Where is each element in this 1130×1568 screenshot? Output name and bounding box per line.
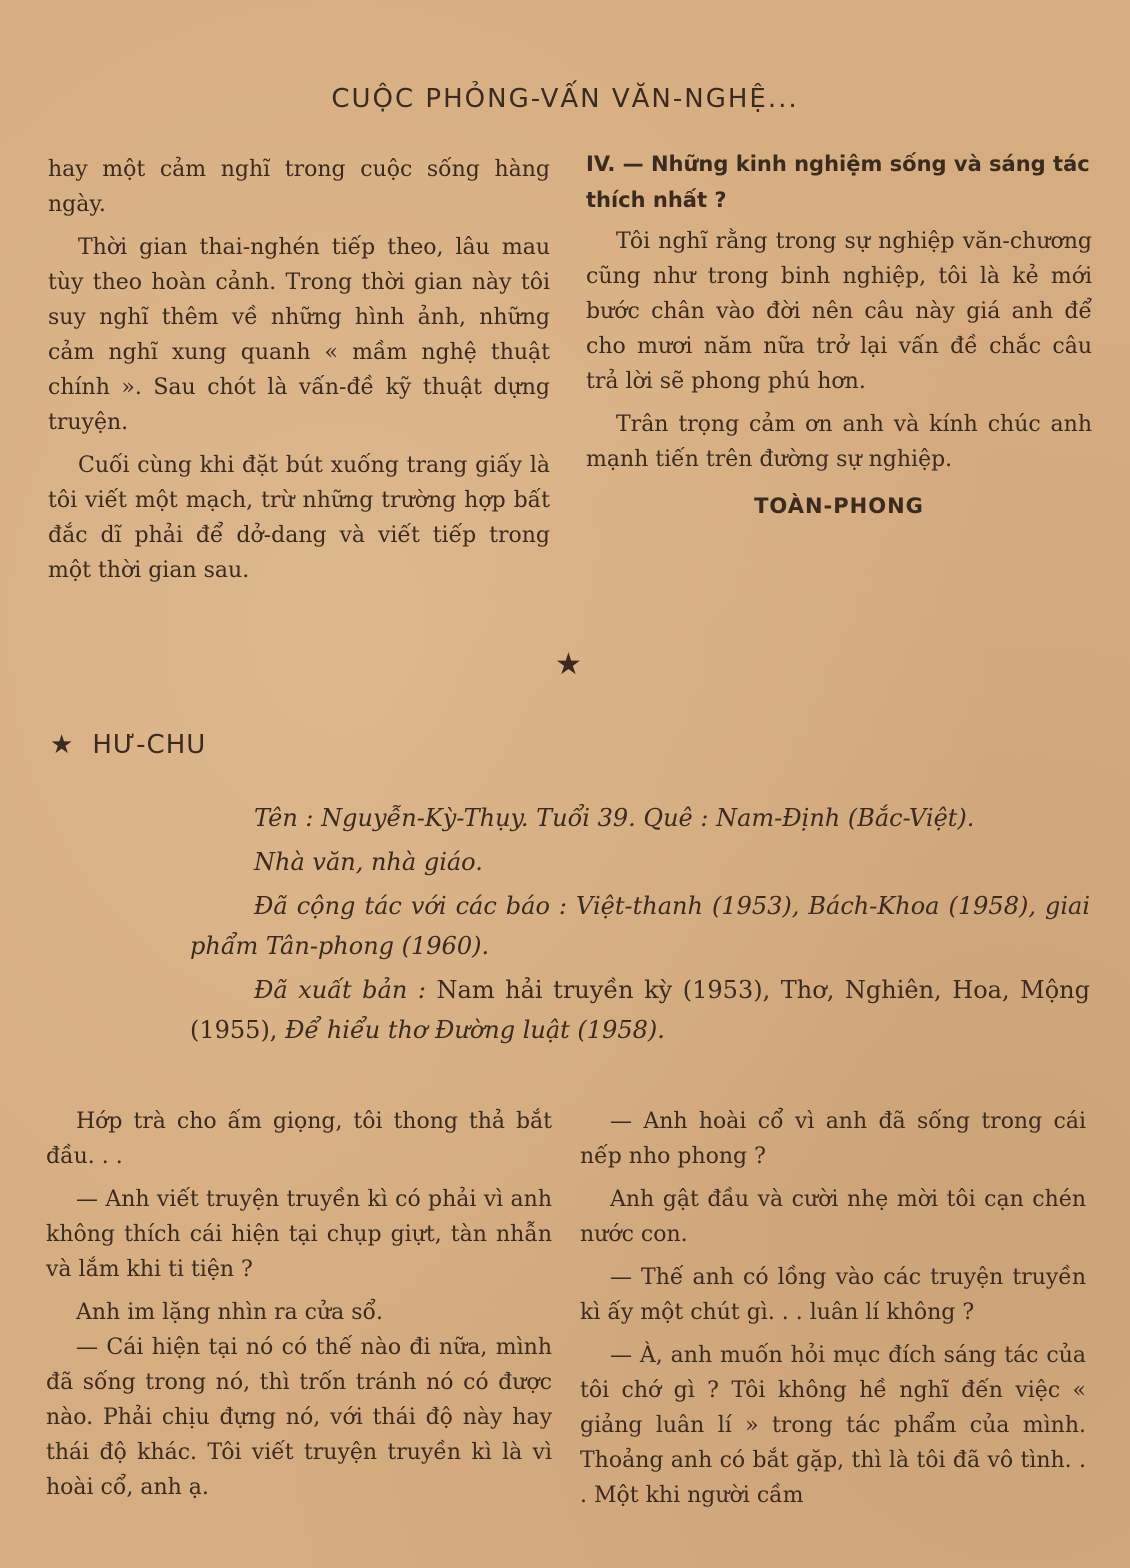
bottom-right-column bbox=[580, 1104, 1086, 1521]
paragraph: — Anh hoài cổ vì anh đã sống trong cái nếp nho phong ? bbox=[580, 1109, 1086, 1169]
bio-line bbox=[190, 798, 1090, 838]
top-right-column bbox=[586, 146, 1092, 524]
signature: TOÀN-PHONG bbox=[754, 494, 924, 518]
author-name: HƯ-CHU bbox=[92, 730, 207, 760]
bio-line bbox=[190, 970, 1090, 1050]
bio-age: 39. bbox=[597, 804, 636, 832]
bio-published: Nam hải truyền kỳ (1953), Thơ, Nghiên, Hoa, Mộng (1955), bbox=[190, 976, 1090, 1044]
bio-published-italic: Để hiểu thơ Đường luật (1958). bbox=[285, 1016, 665, 1044]
bio-occupation: Nhà văn, nhà giáo. bbox=[254, 848, 483, 876]
bio-home: Nam-Định (Bắc-Việt). bbox=[716, 804, 975, 832]
bottom-left-column bbox=[46, 1104, 552, 1513]
bio-label: Tuổi bbox=[528, 804, 598, 832]
bio-collab: Việt-thanh (1953), Bách-Khoa (1958), giai phẩm Tân-phong (1960). bbox=[190, 892, 1090, 960]
paragraph: — Anh viết truyện truyền kì có phải vì anh không thích cái hiện tại chụp giựt, tàn nhẫn và lắm khi ti tiện ? bbox=[46, 1187, 552, 1282]
running-head: CUỘC PHỎNG-VẤN VĂN-NGHỆ... bbox=[331, 84, 799, 114]
paragraph: Trân trọng cảm ơn anh và kính chúc anh mạnh tiến trên đường sự nghiệp. bbox=[586, 412, 1092, 472]
bio-line bbox=[190, 886, 1090, 966]
bio-name: Nguyễn-Kỳ-Thụy. bbox=[321, 804, 529, 832]
star-icon: ★ bbox=[50, 730, 75, 760]
section-title bbox=[50, 730, 206, 760]
paragraph: — À, anh muốn hỏi mục đích sáng tác của tôi chớ gì ? Tôi không hề nghĩ đến việc « giảng luân lí » trong tác phẩm của mình. Thoảng anh có bắt gặp, thì là tôi đã vô tình. . . Một khi người cầm bbox=[580, 1343, 1086, 1508]
paragraph: — Cái hiện tại nó có thế nào đi nữa, mình đã sống trong nó, thì trốn tránh nó có được nào. Phải chịu đựng nó, với thái độ này hay thái độ khác. Tôi viết truyện truyền kì là vì hoài cổ, anh ạ. bbox=[46, 1335, 552, 1500]
paragraph: hay một cảm nghĩ trong cuộc sống hàng ngày. bbox=[48, 157, 550, 217]
bio-label: Đã xuất bản : bbox=[254, 976, 437, 1004]
paragraph: Cuối cùng khi đặt bút xuống trang giấy là tôi viết một mạch, trừ những trường hợp bất đắc dĩ phải để dở-dang và viết tiếp trong một thời gian sau. bbox=[48, 453, 550, 583]
bio-label: Tên : bbox=[254, 804, 322, 832]
author-bio bbox=[190, 798, 1090, 1054]
question-heading: IV. — Những kinh nghiệm sống và sáng tác thích nhất ? bbox=[586, 152, 1090, 212]
paragraph: Anh im lặng nhìn ra cửa sổ. bbox=[76, 1300, 384, 1325]
paragraph: Thời gian thai-nghén tiếp theo, lâu mau tùy theo hoàn cảnh. Trong thời gian này tôi suy nghĩ thêm về những hình ảnh, những cảm nghĩ xung quanh « mầm nghệ thuật chính ». Sau chót là vấn-đề kỹ thuật dựng truyện. bbox=[48, 235, 550, 435]
bio-label: Đã cộng tác với các báo : bbox=[254, 892, 577, 920]
paragraph: Tôi nghĩ rằng trong sự nghiệp văn-chương cũng như trong binh nghiệp, tôi là kẻ mới bước chân vào đời nên câu này giá anh để cho mươi năm nữa trở lại vấn đề chắc câu trả lời sẽ phong phú hơn. bbox=[586, 229, 1092, 394]
top-left-column bbox=[48, 152, 550, 596]
bio-label: Quê : bbox=[635, 804, 717, 832]
paragraph: Hớp trà cho ấm giọng, tôi thong thả bắt đầu. . . bbox=[46, 1109, 552, 1169]
paragraph: Anh gật đầu và cười nhẹ mời tôi cạn chén nước con. bbox=[580, 1187, 1086, 1247]
divider-star-icon: ★ bbox=[555, 647, 582, 682]
paragraph: — Thế anh có lồng vào các truyện truyền kì ấy một chút gì. . . luân lí không ? bbox=[580, 1265, 1086, 1325]
